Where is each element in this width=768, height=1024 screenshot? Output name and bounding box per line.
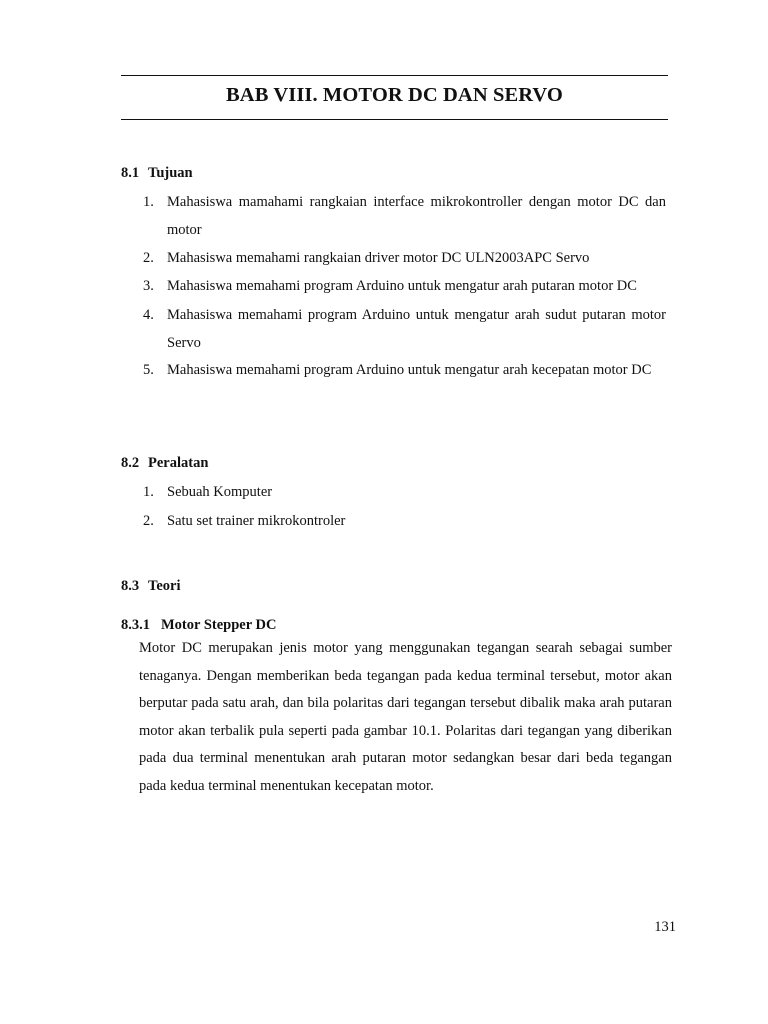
subsection-number: 8.3.1 [121, 617, 150, 633]
list-item [143, 507, 666, 535]
list-text: Mahasiswa memahami program Arduino untuk mengatur arah sudut putaran motor Servo [167, 307, 666, 351]
section-number: 8.1 [121, 165, 140, 181]
list-text: Mahasiswa memahami program Arduino untuk mengatur arah kecepatan motor DC [167, 362, 652, 378]
section-title: Tujuan [148, 165, 193, 181]
section-number: 8.2 [121, 455, 140, 471]
chapter-title: BAB VIII. MOTOR DC DAN SERVO [226, 84, 563, 106]
list-number: 1. [143, 194, 154, 210]
list-number: 1. [143, 484, 154, 500]
list-text: Mahasiswa memahami program Arduino untuk mengatur arah putaran motor DC [167, 278, 637, 294]
section-heading-tujuan [121, 165, 193, 182]
section-title: Teori [148, 578, 181, 594]
list-number: 3. [143, 278, 154, 294]
list-item [143, 356, 666, 384]
section-heading-teori [121, 578, 181, 595]
list-item [143, 244, 666, 272]
page-number: 131 [654, 919, 676, 935]
list-text: Sebuah Komputer [167, 484, 273, 500]
list-item [143, 272, 666, 300]
top-rule [121, 75, 668, 76]
section-heading-peralatan [121, 455, 208, 472]
subsection-heading [121, 617, 276, 634]
list-item [143, 301, 666, 357]
list-item [143, 188, 666, 244]
list-number: 2. [143, 250, 154, 266]
section-number: 8.3 [121, 578, 140, 594]
list-item [143, 478, 666, 506]
list-number: 4. [143, 307, 154, 323]
section-title: Peralatan [148, 455, 209, 471]
list-number: 2. [143, 513, 154, 529]
subsection-title: Motor Stepper DC [161, 617, 277, 633]
bottom-rule [121, 119, 668, 120]
list-number: 5. [143, 362, 154, 378]
list-text: Satu set trainer mikrokontroler [167, 513, 346, 529]
list-text: Mahasiswa memahami rangkaian driver motor DC ULN2003APC Servo [167, 250, 590, 266]
list-text: Mahasiswa mamahami rangkaian interface mikrokontroller dengan motor DC dan motor [167, 194, 666, 238]
body-paragraph: Motor DC merupakan jenis motor yang menggunakan tegangan searah sebagai sumber tenaganya. Dengan memberikan beda tegangan pada kedua terminal tersebut, motor akan berputar pada satu arah, dan bila polaritas dari tegangan tersebut dibalik maka arah putaran motor akan terbalik pula seperti pada gambar 10.1. Polaritas dari tegangan yang diberikan pada dua terminal menentukan arah putaran motor sedangkan besar dari beda tegangan pada kedua terminal menentukan kecepatan motor. [139, 640, 672, 794]
